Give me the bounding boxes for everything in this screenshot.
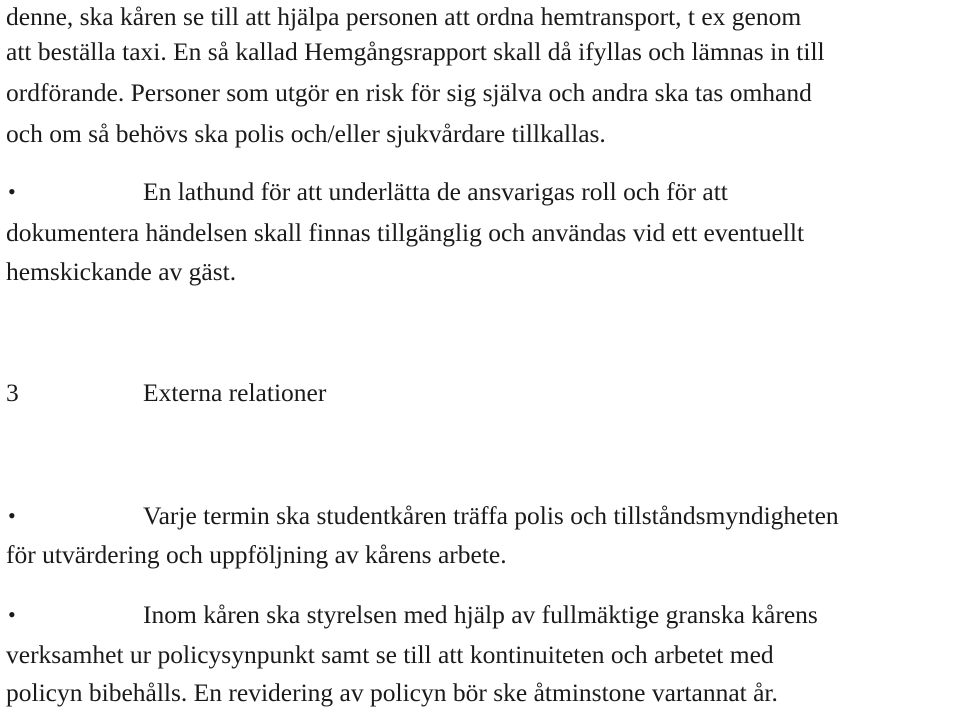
bullet-text: Varje termin ska studentkåren träffa polis och tillståndsmyndigheten (143, 501, 839, 530)
bullet-icon: • (8, 602, 16, 627)
text-line: dokumentera händelsen skall finnas tillgänglig och användas vid ett eventuellt (6, 218, 805, 247)
text-line: ordförande. Personer som utgör en risk för sig själva och andra ska tas omhand (6, 78, 812, 107)
bullet-icon: • (8, 179, 16, 204)
text-line: hemskickande av gäst. (6, 257, 237, 286)
bullet-icon: • (8, 503, 16, 528)
section-number: 3 (6, 378, 19, 407)
text-line: verksamhet ur policysynpunkt samt se till att kontinuiteten och arbetet med (6, 640, 774, 669)
text-line: och om så behövs ska polis och/eller sjukvårdare tillkallas. (6, 119, 606, 148)
bullet-text: En lathund för att underlätta de ansvarigas roll och för att (143, 177, 728, 206)
text-line: att beställa taxi. En så kallad Hemgångsrapport skall då ifyllas och lämnas in till (6, 37, 825, 66)
text-line: för utvärdering och uppföljning av kårens arbete. (6, 540, 507, 569)
text-line: denne, ska kåren se till att hjälpa personen att ordna hemtransport, t ex genom (6, 2, 802, 31)
bullet-text: Inom kåren ska styrelsen med hjälp av fullmäktige granska kårens (143, 600, 818, 629)
section-title: Externa relationer (143, 378, 327, 407)
text-line: policyn bibehålls. En revidering av policyn bör ske åtminstone vartannat år. (6, 678, 778, 707)
